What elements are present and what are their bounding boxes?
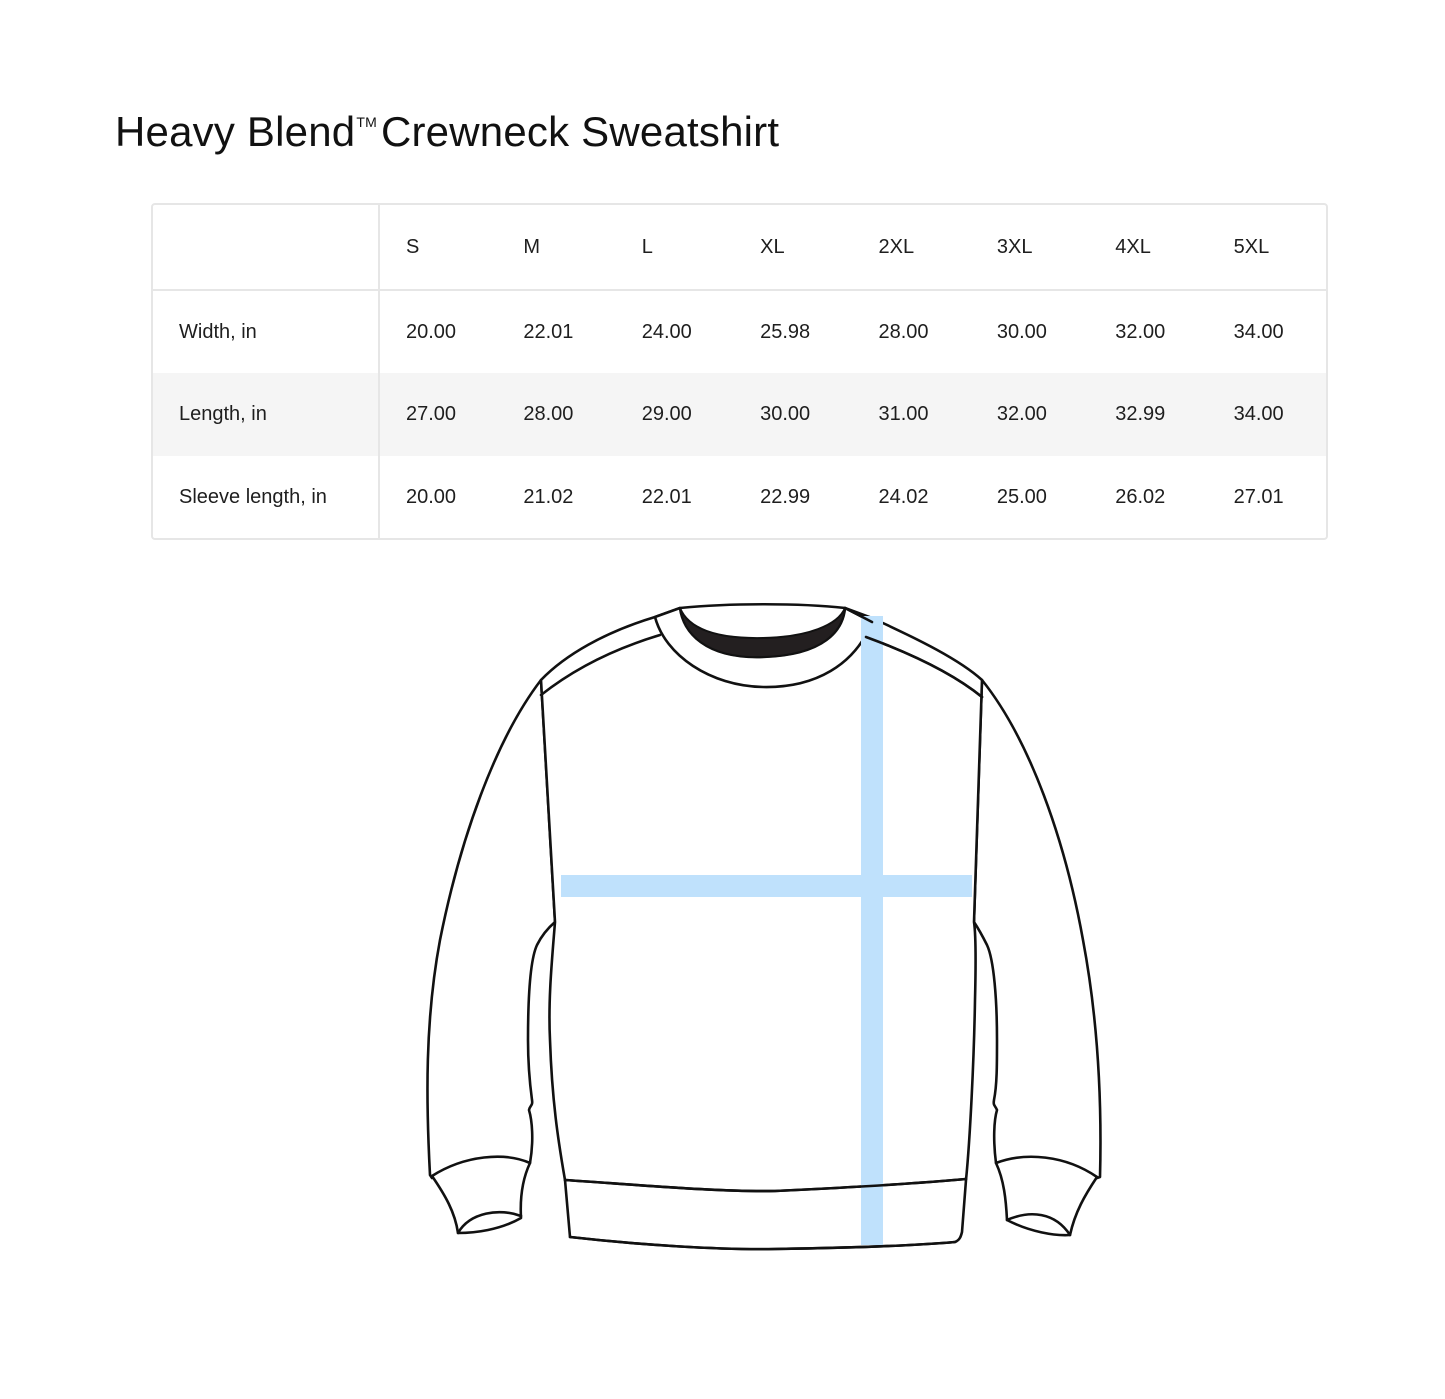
row-label: Width, in [153, 290, 379, 373]
title-rest: Crewneck Sweatshirt [380, 108, 780, 155]
table-cell: 26.02 [1115, 486, 1166, 508]
width-measure-line [561, 875, 972, 897]
page-title [115, 108, 779, 156]
table-cell: 20.00 [406, 486, 457, 508]
row-label: Length, in [153, 373, 379, 456]
table-cell: 25.00 [996, 486, 1047, 508]
table-cell: 27.01 [1233, 486, 1284, 508]
table-cell: 32.00 [996, 403, 1047, 425]
table-cell: 24.00 [641, 320, 692, 343]
right-cuff-opening [1007, 1214, 1070, 1235]
collar-rib [655, 608, 872, 687]
right-cuff-shape [996, 1157, 1097, 1235]
table-cell: 27.00 [406, 403, 457, 425]
column-header-4xl: 4XL [1089, 205, 1207, 290]
left-shoulder-seam [541, 635, 660, 695]
table-cell: 25.98 [760, 320, 811, 343]
table-cell: 34.00 [1233, 403, 1284, 425]
right-shoulder-seam [866, 637, 982, 697]
table-cell: 21.02 [523, 486, 574, 508]
column-header-2xl: 2XL [853, 205, 971, 290]
table-header-row [153, 205, 1326, 290]
length-measure-line [861, 616, 883, 1245]
column-header-3xl: 3XL [971, 205, 1089, 290]
column-header-l: L [616, 205, 734, 290]
table-cell: 30.00 [996, 320, 1047, 343]
column-header-s: S [379, 205, 497, 290]
table-row-length [153, 373, 1326, 456]
right-sleeve-shape [974, 680, 1100, 1178]
trademark-mark: TM [356, 114, 377, 130]
table-row-sleeve-length [153, 456, 1326, 539]
left-cuff-shape [432, 1157, 530, 1233]
table-cell: 20.00 [406, 320, 457, 343]
title-text: Heavy Blend [115, 108, 356, 155]
table-cell: 34.00 [1233, 320, 1284, 343]
table-row-width [153, 290, 1326, 373]
left-cuff-opening [458, 1212, 521, 1233]
waistband-top-line [565, 1179, 966, 1191]
column-header-5xl: 5XL [1208, 205, 1326, 290]
table-cell: 28.00 [878, 320, 929, 343]
body-shape [541, 604, 982, 1249]
table-cell: 32.00 [1115, 320, 1166, 343]
left-sleeve-shape [427, 680, 555, 1178]
column-header-xl: XL [734, 205, 852, 290]
table-cell: 32.99 [1115, 403, 1166, 425]
row-label: Sleeve length, in [153, 456, 379, 539]
table-cell: 29.00 [641, 403, 692, 425]
table-cell: 22.01 [523, 320, 574, 343]
size-chart-table [153, 205, 1326, 539]
header-corner-cell [153, 205, 379, 290]
table-cell: 24.02 [878, 486, 929, 508]
column-header-m: M [497, 205, 615, 290]
table-cell: 22.01 [641, 486, 692, 508]
size-chart-table-container [151, 203, 1328, 540]
table-cell: 22.99 [760, 486, 811, 508]
table-cell: 31.00 [878, 403, 929, 425]
collar-inner-dark [680, 608, 845, 657]
table-cell: 30.00 [760, 403, 811, 425]
table-cell: 28.00 [523, 403, 574, 425]
